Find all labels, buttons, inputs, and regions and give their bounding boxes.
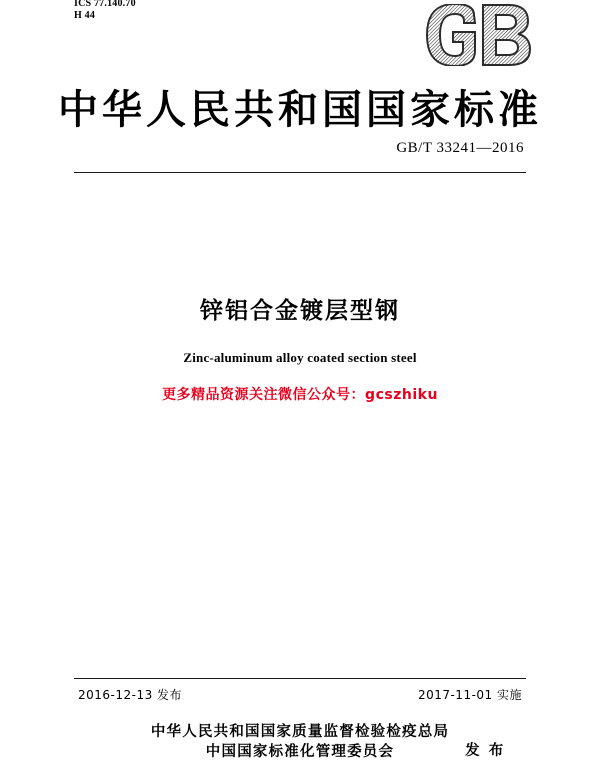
document-title-zh: 锌铝合金镀层型钢 bbox=[200, 298, 400, 324]
issue-date: 2016-12-13 发布 bbox=[78, 688, 183, 702]
effective-date: 2017-11-01 实施 bbox=[417, 688, 522, 702]
publisher-line-2: 中国国家标准化管理委员会 bbox=[205, 744, 395, 760]
publisher-line-1: 中华人民共和国国家质量监督检验检疫总局 bbox=[150, 724, 450, 740]
national-standard-title: 中华人民共和国国家标准 bbox=[58, 87, 542, 133]
publisher-names bbox=[150, 722, 506, 762]
publish-label: 发 布 bbox=[465, 743, 506, 759]
gb-logo-icon bbox=[424, 4, 536, 66]
divider-top bbox=[74, 172, 526, 173]
document-title-en: Zinc-aluminum alloy coated section steel bbox=[183, 350, 417, 365]
promotional-watermark-text: 更多精品资源关注微信公众号：gcszhiku bbox=[162, 387, 438, 403]
publisher-block bbox=[0, 722, 600, 762]
standard-number: GB/T 33241—2016 bbox=[396, 140, 524, 156]
classification-codes bbox=[74, 0, 136, 22]
divider-bottom bbox=[74, 678, 526, 679]
ics-code: ICS 77.140.70 bbox=[74, 0, 136, 9]
classification-code: H 44 bbox=[74, 10, 96, 21]
